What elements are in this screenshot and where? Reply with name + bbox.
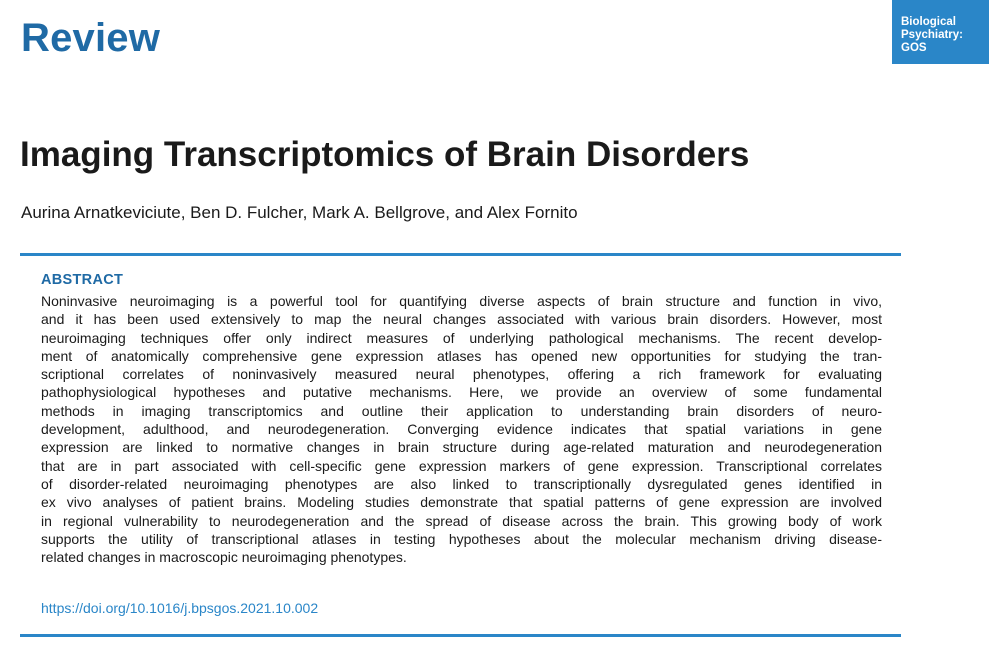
journal-badge-line: Biological — [901, 16, 956, 28]
abstract-line: methods in imaging transcriptomics and outline their application to understanding brain disorders of neuro- — [41, 402, 882, 419]
author-list: Aurina Arnatkeviciute, Ben D. Fulcher, Mark A. Bellgrove, and Alex Fornito — [21, 203, 578, 222]
abstract-line: ment of anatomically comprehensive gene expression atlases has opened new opportunities for studying the tran- — [41, 347, 882, 364]
abstract-line: pathophysiological hypotheses and putative mechanisms. Here, we provide an overview of some fundamental — [41, 384, 882, 401]
abstract-line: Noninvasive neuroimaging is a powerful tool for quantifying diverse aspects of brain structure and function in vivo, — [41, 293, 882, 309]
abstract-line: in regional vulnerability to neurodegeneration and the spread of disease across the brain. This growing body of work — [41, 512, 882, 529]
abstract-line: ex vivo analyses of patient brains. Modeling studies demonstrate that spatial patterns of gene expression are involved — [41, 494, 882, 511]
abstract-line: of disorder-related neuroimaging phenotypes are also linked to transcriptionally dysregulated genes identified in — [41, 475, 882, 492]
journal-badge-line: GOS — [901, 42, 927, 54]
abstract-top-divider — [20, 253, 901, 256]
abstract-bottom-divider — [20, 634, 901, 637]
doi-link[interactable]: https://doi.org/10.1016/j.bpsgos.2021.10.002 — [41, 600, 319, 616]
abstract-line: development, adulthood, and neurodegeneration. Converging evidence indicates that spatial variations in gene — [41, 421, 882, 438]
abstract-line: supports the utility of transcriptional atlases in testing hypotheses about the molecular mechanism driving disease- — [41, 530, 882, 547]
article-title: Imaging Transcriptomics of Brain Disorders — [20, 135, 750, 174]
section-label: Review — [21, 16, 161, 60]
abstract-line: neuroimaging techniques offer only indirect measures of underlying pathological mechanisms. The recent develop- — [41, 329, 882, 346]
abstract-line: expression are linked to normative changes in brain structure during age-related maturation and neurodegeneration — [41, 439, 882, 456]
journal-badge-line: Psychiatry: — [901, 29, 964, 41]
abstract-line: that are in part associated with cell-specific gene expression markers of gene expression. Transcriptional correlates — [41, 457, 882, 474]
abstract-line: and it has been used extensively to map the neural changes associated with various brain disorders. However, most — [41, 311, 882, 328]
abstract-line: scriptional correlates of noninvasively measured neural phenotypes, offering a rich framework for evaluating — [41, 366, 882, 383]
journal-badge — [892, 0, 989, 64]
abstract-body — [41, 292, 882, 566]
abstract-heading: ABSTRACT — [41, 272, 124, 288]
abstract-line: related changes in macroscopic neuroimaging phenotypes. — [41, 549, 407, 566]
